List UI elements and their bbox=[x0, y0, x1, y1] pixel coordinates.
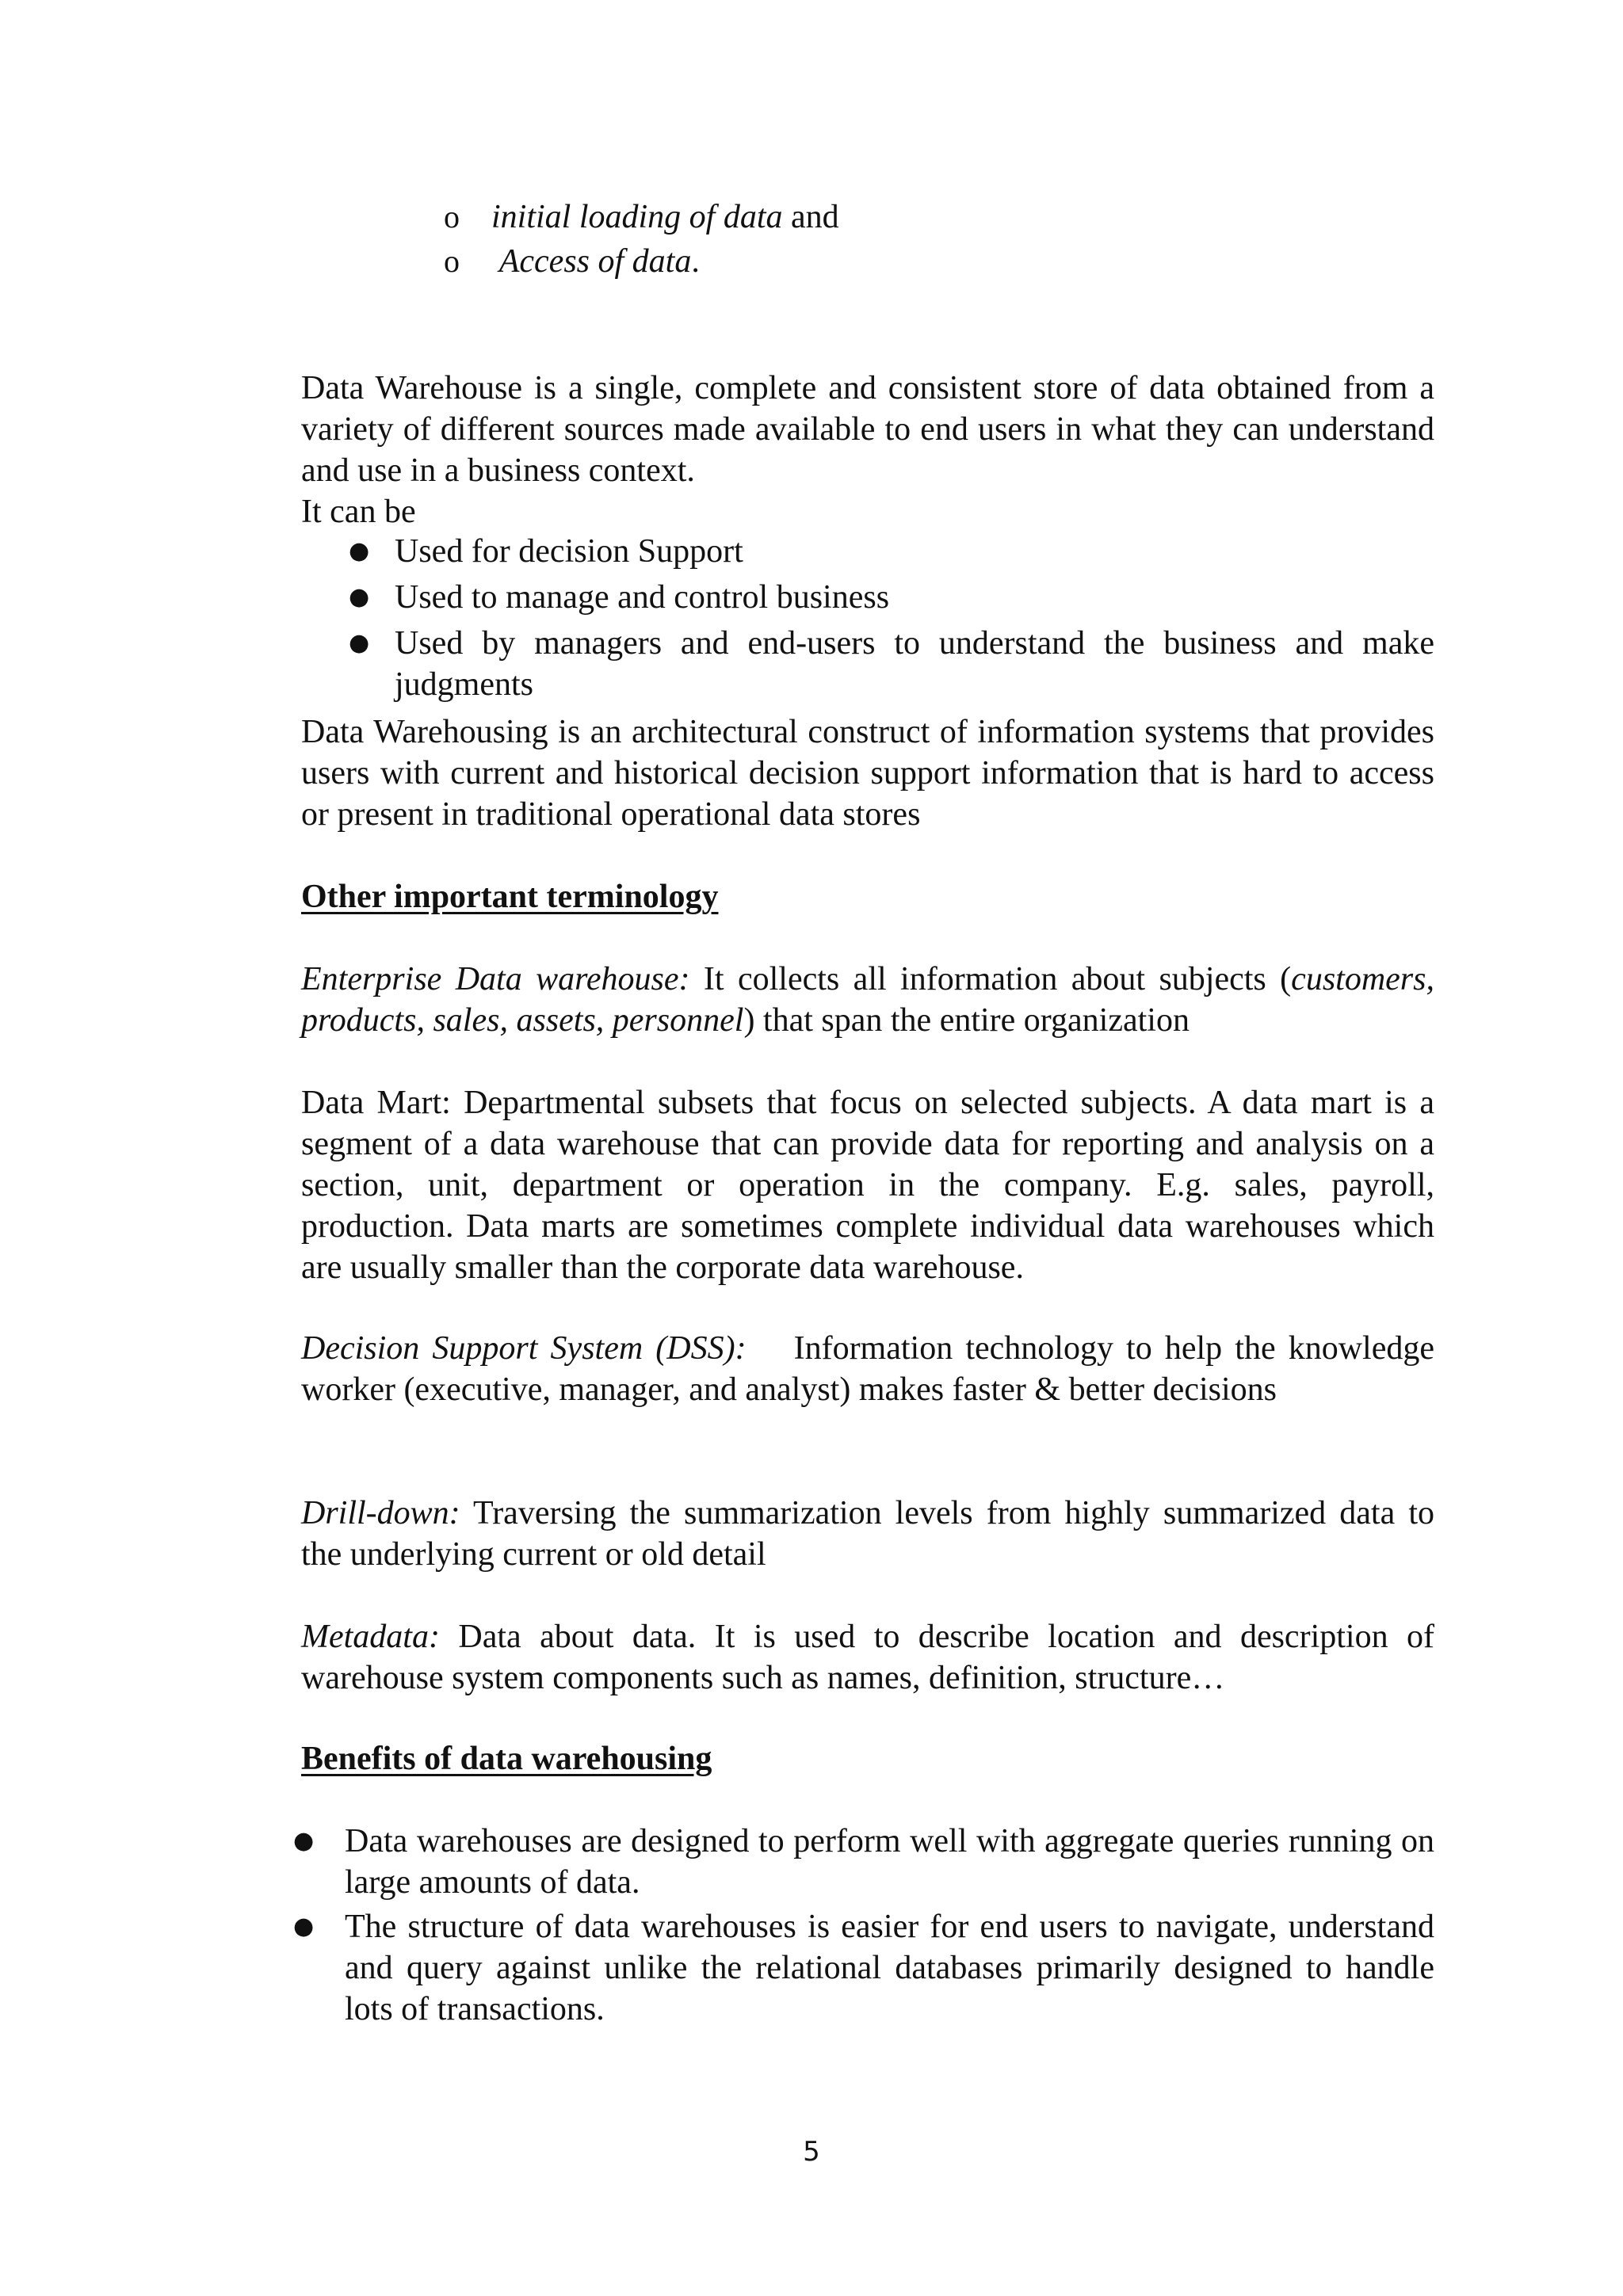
intro-paragraph: Data Warehouse is a single, complete and consistent store of data obtained from a variety of different sources made available to end users in what they can understand and use in a business context. bbox=[301, 370, 1434, 489]
uses-list-item: ● Used to manage and control business bbox=[301, 577, 1434, 618]
benefits-list-item: ● The structure of data warehouses is easier for end users to navigate, understand and query against unlike the relational databases primarily designed to handle lots of transactions. bbox=[289, 1906, 1434, 2030]
benefits-list-item: ● Data warehouses are designed to perform well with aggregate queries running on large amounts of data. bbox=[289, 1821, 1434, 1903]
data-mart-block bbox=[301, 1082, 1434, 1288]
uses-list-item: ● Used by managers and end-users to understand the business and make judgments bbox=[301, 623, 1434, 705]
bullet-icon: ● bbox=[293, 1913, 315, 1940]
terminology-heading: Other important terminology bbox=[301, 879, 719, 915]
uses-list-item: ● Used for decision Support bbox=[301, 531, 1434, 572]
drill-block bbox=[301, 1493, 1434, 1575]
edw-term: Enterprise Data warehouse: bbox=[301, 961, 690, 997]
benefits-heading: Benefits of data warehousing bbox=[301, 1741, 712, 1777]
sub-item-italic: initial loading of data bbox=[491, 199, 783, 235]
terminology-heading-block bbox=[301, 876, 1434, 917]
benefits-list bbox=[289, 1821, 1434, 2033]
uses-list bbox=[301, 531, 1434, 710]
edw-block bbox=[301, 959, 1434, 1041]
circle-bullet-icon: o bbox=[444, 199, 460, 235]
circle-bullet-icon: o bbox=[444, 243, 460, 279]
edw-paragraph: Enterprise Data warehouse: It collects all information about subjects (customers, products, sales, assets, personnel) that span the entire organization bbox=[301, 961, 1434, 1039]
drill-term: Drill-down: bbox=[301, 1495, 460, 1531]
drill-paragraph: Drill-down: Traversing the summarization levels from highly summarized data to the underlying current or old detail bbox=[301, 1495, 1434, 1573]
metadata-block bbox=[301, 1616, 1434, 1699]
warehousing-paragraph: Data Warehousing is an architectural construct of information systems that provides users with current and historical decision support information that is hard to access or present in traditional operational data stores bbox=[301, 714, 1434, 833]
bullet-icon: ● bbox=[349, 583, 370, 611]
metadata-term: Metadata: bbox=[301, 1619, 440, 1655]
sub-list-item bbox=[444, 239, 839, 284]
sub-list bbox=[444, 195, 839, 284]
bullet-icon: ● bbox=[293, 1827, 315, 1855]
dss-paragraph: Decision Support System (DSS): Information technology to help the knowledge worker (executive, manager, and analyst) makes faster & better decisions bbox=[301, 1330, 1434, 1408]
data-mart-paragraph: Data Mart: Departmental subsets that focus on selected subjects. A data mart is a segment of a data warehouse that can provide data for reporting and analysis on a section, unit, department or operation in the company. E.g. sales, payroll, production. Data marts are sometimes complete individual data warehouses which are usually smaller than the corporate data warehouse. bbox=[301, 1085, 1434, 1286]
benefits-heading-block bbox=[301, 1738, 1434, 1779]
edw-subjects: customers, products, sales, assets, personnel bbox=[301, 961, 1434, 1039]
bullet-icon: ● bbox=[349, 537, 370, 565]
page-number: 5 bbox=[803, 2136, 820, 2168]
sub-list-item bbox=[444, 195, 839, 239]
metadata-paragraph: Metadata: Data about data. It is used to describe location and description of warehouse system components such as names, definition, structure… bbox=[301, 1619, 1434, 1696]
dss-term: Decision Support System (DSS): bbox=[301, 1330, 747, 1367]
sub-item-rest: and bbox=[782, 199, 839, 235]
sub-item-italic: Access of data bbox=[491, 243, 692, 280]
intro-block bbox=[301, 368, 1434, 532]
warehousing-block bbox=[301, 711, 1434, 835]
intro-lead: It can be bbox=[301, 494, 416, 530]
dss-block bbox=[301, 1328, 1434, 1410]
sub-item-rest: . bbox=[691, 243, 700, 280]
bullet-icon: ● bbox=[349, 629, 370, 657]
